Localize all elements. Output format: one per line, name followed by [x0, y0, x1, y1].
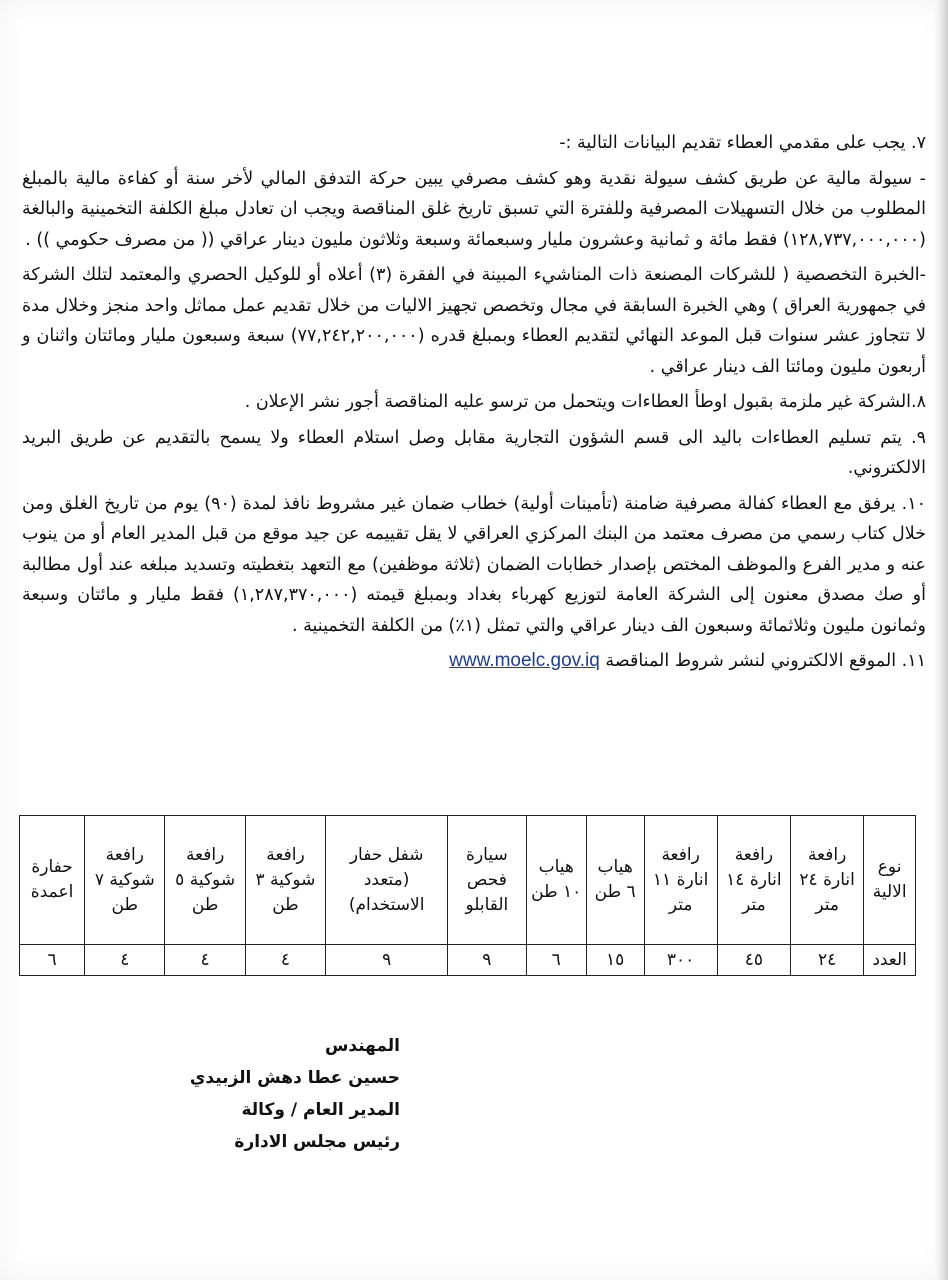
- signature-position: المدير العام / وكالة: [241, 1100, 400, 1120]
- table-header-cell: رافعة شوكية ٧ طن: [85, 816, 165, 945]
- website-link[interactable]: www.moelc.gov.iq: [449, 650, 600, 671]
- clause-11-text: ١١. الموقع الالكتروني لنشر شروط المناقصة: [605, 651, 926, 671]
- table-header-cell: حفارة اعمدة: [20, 816, 85, 945]
- table-header-cell: رافعة انارة ١١ متر: [644, 816, 717, 945]
- table-header-cell: هياب ١٠ طن: [526, 816, 586, 945]
- table-cell: ٣٠٠: [644, 945, 717, 976]
- table-header-cell: رافعة انارة ٢٤ متر: [791, 816, 864, 945]
- table-cell: العدد: [864, 945, 916, 976]
- clause-10: ١٠. يرفق مع العطاء كفالة مصرفية ضامنة (تأمينات أولية) خطاب ضمان غير مشروط نافذ لمدة (٩٠) يوم من تاريخ الغلق ومن خلال كتاب رسمي من مصرف معتمد من البنك المركزي العراقي لا يقل تقييمه عن جيد موقع من قبل المدير العام أو من ينوب عنه و مدير الفرع والموظف المختص بإصدار خطابات الضمان (ثلاثة موظفين) مع التعهد بتغطيته وتسديد مبلغه عند أول مطالبة أو صك مصدق معنون إلى الشركة العامة لتوزيع كهرباء بغداد وبمبلغ قيمته (١,٢٨٧,٣٧٠,٠٠٠) فقط مليار و مائتان وسبعة وثمانون مليون وثلاثمائة وسبعون الف دينار عراقي والتي تمثل (١٪) من الكلفة التخمينية .: [22, 493, 926, 636]
- table-cell: ٤٥: [717, 945, 790, 976]
- experience-clause: -الخبرة التخصصية ( للشركات المصنعة ذات المناشيء المبينة في الفقرة (٣) أعلاه أو للوكيل الحصري والمعتمد لتلك الشركة في جمهورية العراق ) وهي الخبرة السابقة في مجال وتخصص تجهيز الاليات من خلال تقديم عمل مماثل واحد منجز وخلال مدة لا تتجاوز عشر سنوات قبل الموعد النهائي لتقديم العطاء وبمبلغ قدره (٧٧,٢٤٢,٢٠٠,٠٠٠) سبعة وسبعون مليار ومائتان واثنان و أربعون مليون ومائتا الف دينار عراقي .: [22, 265, 926, 377]
- table-cell: ٤: [245, 945, 325, 976]
- table-cell: ٦: [20, 945, 85, 976]
- table-cell: ١٥: [586, 945, 644, 976]
- table-header-cell: رافعة شوكية ٥ طن: [165, 816, 245, 945]
- signature-board-role: رئيس مجلس الادارة: [234, 1132, 400, 1152]
- table-cell: ٦: [526, 945, 586, 976]
- financial-liquidity-clause: - سيولة مالية عن طريق كشف سيولة نقدية وهو كشف مصرفي يبين حركة التدفق المالي لأخر سنة أو كفاءة مالية بالمبلغ المطلوب من خلال التسهيلات المصرفية وللفترة التي تسبق تاريخ غلق المناقصة ويجب ان تعادل مبلغ الكلفة التخمينية والبالغة (١٢٨,٧٣٧,٠٠٠,٠٠٠) فقط مائة و ثمانية وعشرون مليار وسبعمائة وسبعة وثلاثون مليون دينار عراقي (( من مصرف حكومي )) .: [22, 168, 926, 250]
- signature-name: حسين عطا دهش الزبيدي: [189, 1068, 400, 1088]
- clause-8: ٨.الشركة غير ملزمة بقبول اوطأ العطاءات ويتحمل من ترسو عليه المناقصة أجور نشر الإعلان .: [244, 392, 926, 412]
- clause-7: ٧. يجب على مقدمي العطاء تقديم البيانات التالية :-: [559, 133, 926, 153]
- table-cell: ٤: [85, 945, 165, 976]
- table-cell: ٩: [448, 945, 526, 976]
- signature-title: المهندس: [324, 1036, 400, 1056]
- clause-9: ٩. يتم تسليم العطاءات باليد الى قسم الشؤون التجارية مقابل وصل استلام العطاء ولا يسمح بالتقديم عن طريق البريد الالكتروني.: [22, 427, 926, 478]
- table-header-cell: رافعة انارة ١٤ متر: [717, 816, 790, 945]
- table-row: [20, 945, 916, 976]
- table-header-cell: نوع الالية: [864, 816, 916, 945]
- signature-block: [80, 1030, 400, 1158]
- table-header-cell: سيارة فحص القابلو: [448, 816, 526, 945]
- table-cell: ٩: [326, 945, 448, 976]
- table-header-cell: رافعة شوكية ٣ طن: [245, 816, 325, 945]
- table-header-row: [20, 816, 916, 945]
- table-header-cell: هياب ٦ طن: [586, 816, 644, 945]
- table-cell: ٢٤: [791, 945, 864, 976]
- equipment-table: [19, 815, 916, 976]
- table-header-cell: شفل حفار (متعدد الاستخدام): [326, 816, 448, 945]
- clause-11: [22, 646, 926, 677]
- tender-conditions: [22, 128, 926, 677]
- table-cell: ٤: [165, 945, 245, 976]
